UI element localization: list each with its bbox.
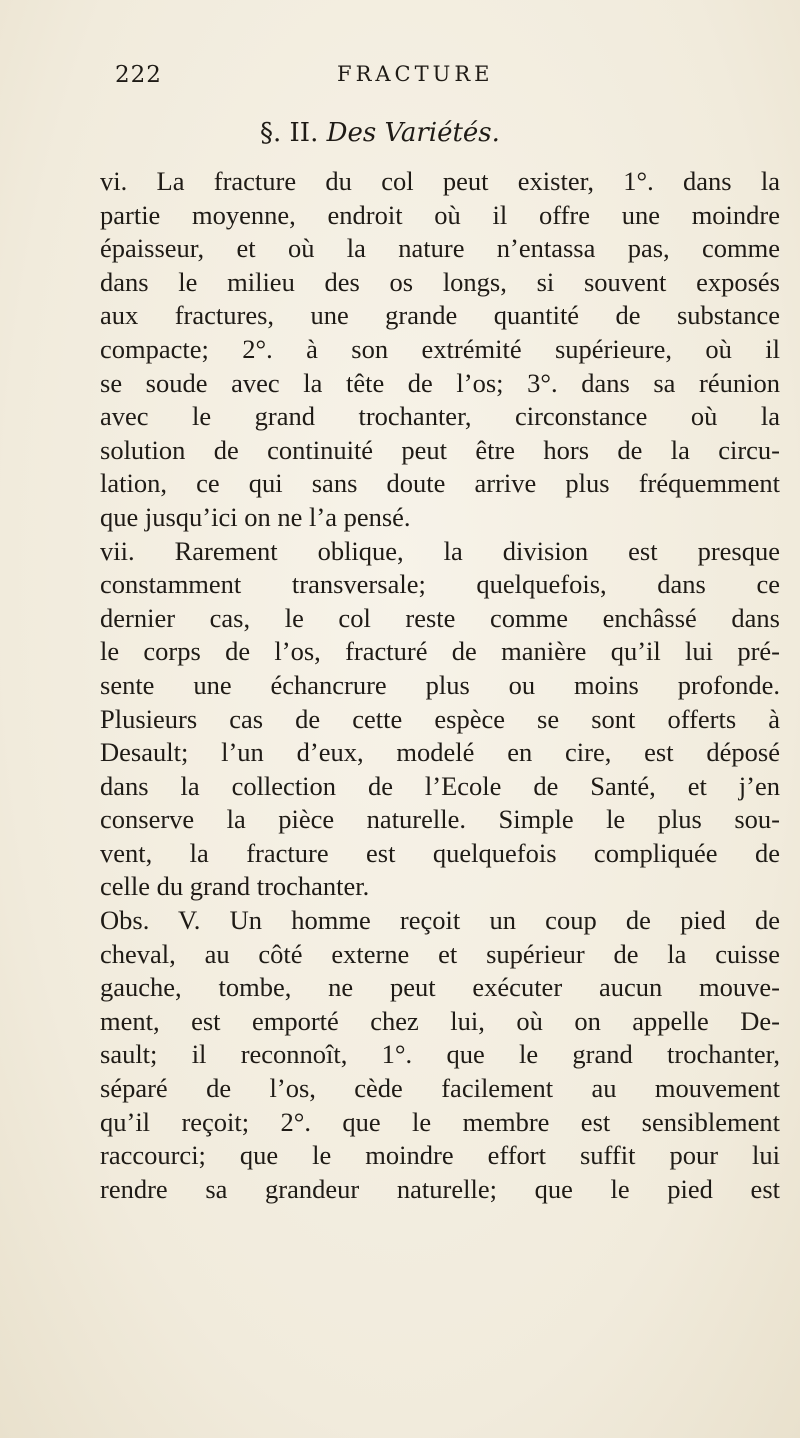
text-line: se soude avec la tête de l’os; 3°. dans sa réunion — [100, 367, 780, 398]
page-header — [115, 62, 760, 92]
text-line: ment, est emporté chez lui, où on appelle De- — [100, 1005, 780, 1036]
text-line: rendre sa grandeur naturelle; que le pied est — [100, 1173, 780, 1204]
text-line: compacte; 2°. à son extrémité supérieure, où il — [100, 333, 780, 364]
text-line: Desault; l’un d’eux, modelé en cire, est déposé — [100, 737, 780, 768]
page-number: 222 — [115, 62, 162, 88]
text-line: cheval, au côté externe et supérieur de la cuisse — [100, 938, 780, 969]
running-title: FRACTURE — [337, 62, 494, 86]
text-line: raccourci; que le moindre effort suffit pour lui — [100, 1140, 780, 1171]
text-line: avec le grand trochanter, circonstance où la — [100, 401, 780, 432]
text-line: sault; il reconnoît, 1°. que le grand trochanter, — [100, 1039, 780, 1070]
text-line: épaisseur, et où la nature n’entassa pas, comme — [100, 233, 780, 264]
text-line: que jusqu’ici on ne l’a pensé. — [100, 501, 411, 532]
text-line: celle du grand trochanter. — [100, 871, 370, 902]
text-line: sente une échancrure plus ou moins profonde. — [100, 669, 780, 700]
text-line: aux fractures, une grande quantité de substance — [100, 300, 780, 331]
section-title: §. II. Des Variétés. — [260, 118, 500, 148]
text-line: constamment transversale; quelquefois, dans ce — [100, 569, 780, 600]
text-line: dans la collection de l’Ecole de Santé, et j’en — [100, 770, 780, 801]
text-line: solution de continuité peut être hors de la circu- — [100, 434, 780, 465]
text-line: vent, la fracture est quelquefois compliquée de — [100, 837, 780, 868]
text-line: vi. La fracture du col peut exister, 1°. dans la — [100, 166, 780, 196]
text-line: gauche, tombe, ne peut exécuter aucun mouve- — [100, 972, 780, 1003]
text-line: Plusieurs cas de cette espèce se sont offerts à — [100, 703, 780, 734]
text-line: le corps de l’os, fracturé de manière qu’il lui pré- — [100, 636, 780, 667]
text-line: dans le milieu des os longs, si souvent exposés — [100, 266, 780, 297]
text-line: lation, ce qui sans doute arrive plus fréquemment — [100, 468, 780, 499]
text-line: partie moyenne, endroit où il offre une moindre — [100, 199, 780, 230]
text-line: conserve la pièce naturelle. Simple le plus sou- — [100, 804, 780, 835]
text-line: Obs. V. Un homme reçoit un coup de pied de — [100, 905, 780, 936]
body-text — [100, 165, 780, 1206]
text-line: dernier cas, le col reste comme enchâssé dans — [100, 602, 780, 633]
text-line: qu’il reçoit; 2°. que le membre est sensiblement — [100, 1106, 780, 1137]
text-line: séparé de l’os, cède facilement au mouvement — [100, 1073, 780, 1104]
text-line: vii. Rarement oblique, la division est presque — [100, 535, 780, 566]
